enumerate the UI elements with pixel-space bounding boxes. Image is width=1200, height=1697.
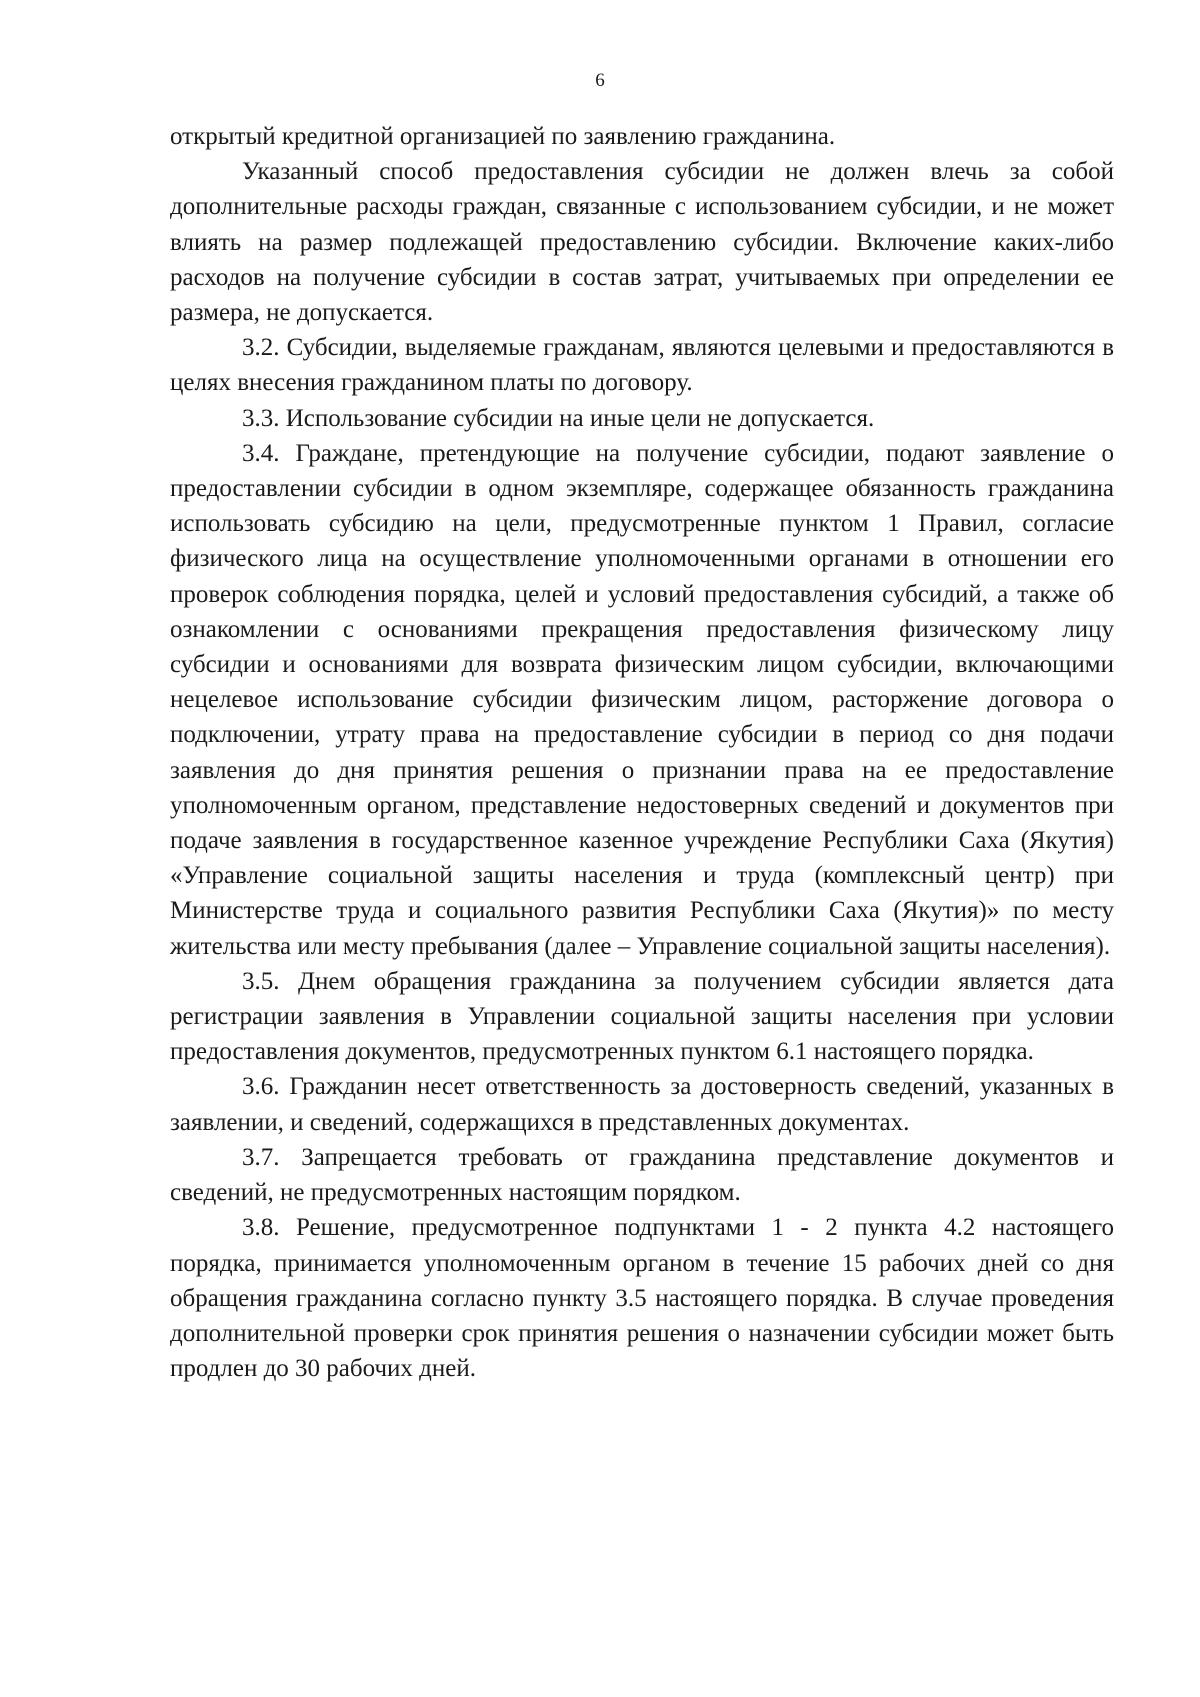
paragraph-3-4: 3.4. Граждане, претендующие на получение субсидии, подают заявление о предоставлении субсидии в одном экземпляре, содержащее обязанность гражданина использовать субсидию на цели, предусмотренные пунктом 1 Правил, согласие физического лица на осуществление уполномоченными органами в отношении его проверок соблюдения порядка, целей и условий предоставления субсидий, а также об ознакомлении с основаниями прекращения предоставления физическому лицу субсидии и основаниями для возврата физическим лицом субсидии, включающими нецелевое использование субсидии физическим лицом, расторжение договора о подключении, утрату права на предоставление субсидии в период со дня подачи заявления до дня принятия решения о признании права на ее предоставление уполномоченным органом, представление недостоверных сведений и документов при подаче заявления в государственное казенное учреждение Республики Саха (Якутия) «Управление социальной защиты населения и труда (комплексный центр) при Министерстве труда и социального развития Республики Саха (Якутия)» по месту жительства или месту пребывания (далее – Управление социальной защиты населения). [170,439,1114,960]
paragraph-3-6: 3.6. Гражданин несет ответственность за достоверность сведений, указанных в заявлении, и сведений, содержащихся в представленных документах. [170,1073,1114,1136]
paragraph-3-5: 3.5. Днем обращения гражданина за получением субсидии является дата регистрации заявления в Управлении социальной защиты населения при условии предоставления документов, предусмотренных пунктом 6.1 настоящего порядка. [170,967,1114,1066]
page-number: 6 [595,70,605,91]
paragraph-3-2: 3.2. Субсидии, выделяемые гражданам, являются целевыми и предоставляются в целях внесения гражданином платы по договору. [170,334,1114,397]
paragraph-subsidy-method: Указанный способ предоставления субсидии не должен влечь за собой дополнительные расходы граждан, связанные с использованием субсидии, и не может влиять на размер подлежащей предоставлению субсидии. Включение каких-либо расходов на получение субсидии в состав затрат, учитываемых при определении ее размера, не допускается. [170,158,1114,327]
paragraph-3-3: 3.3. Использование субсидии на иные цели не допускается. [242,404,875,432]
paragraph-3-7: 3.7. Запрещается требовать от гражданина представление документов и сведений, не предусмотренных настоящим порядком. [170,1143,1114,1207]
document-body [170,119,1114,1386]
paragraph-continuation: открытый кредитной организацией по заявлению гражданина. [170,123,836,150]
paragraph-3-8: 3.8. Решение, предусмотренное подпунктами 1 - 2 пункта 4.2 настоящего порядка, принимается уполномоченным органом в течение 15 рабочих дней со дня обращения гражданина согласно пункту 3.5 настоящего порядка. В случае проведения дополнительной проверки срок принятия решения о назначении субсидии может быть продлен до 30 рабочих дней. [170,1214,1114,1383]
